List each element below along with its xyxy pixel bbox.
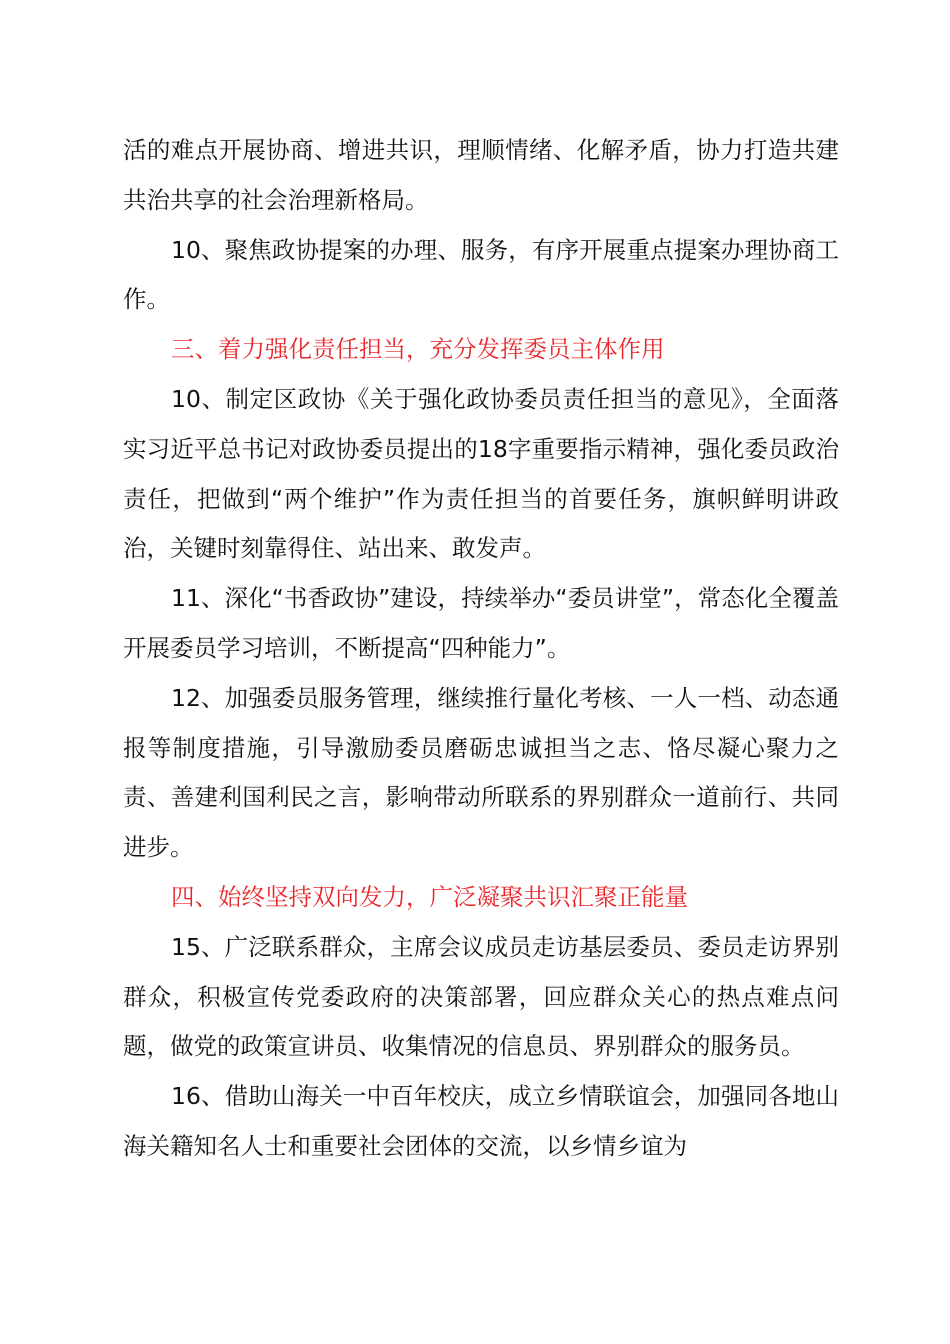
- paragraph-item-12: 12、加强委员服务管理，继续推行量化考核、一人一档、动态通报等制度措施，引导激励委员磨砺忠诚担当之志、恪尽凝心聚力之责、善建利国利民之言，影响带动所联系的界别群众一道前行、共同进步。: [123, 683, 839, 862]
- paragraph-item-10-responsibility: 10、制定区政协《关于强化政协委员责任担当的意见》，全面落实习近平总书记对政协委员提出的18字重要指示精神，强化委员政治责任，把做到“两个维护”作为责任担当的首要任务，旗帜鲜明讲政治，关键时刻靠得住、站出来、敢发声。: [123, 384, 839, 563]
- paragraph-item-16: 16、借助山海关一中百年校庆，成立乡情联谊会，加强同各地山海关籍知名人士和重要社会团体的交流，以乡情乡谊为: [123, 1082, 839, 1160]
- paragraph-continuation: 活的难点开展协商、增进共识，理顺情绪、化解矛盾，协力打造共建共治共享的社会治理新格局。: [123, 136, 839, 214]
- paragraph-item-15: 15、广泛联系群众，主席会议成员走访基层委员、委员走访界别群众，积极宣传党委政府的决策部署，回应群众关心的热点难点问题，做党的政策宣讲员、收集情况的信息员、界别群众的服务员。: [123, 932, 839, 1061]
- section-heading-3: 三、着力强化责任担当，充分发挥委员主体作用: [171, 335, 665, 364]
- section-heading-4: 四、始终坚持双向发力，广泛凝聚共识汇聚正能量: [171, 882, 688, 911]
- paragraph-item-11: 11、深化“书香政协”建设，持续举办“委员讲堂”，常态化全覆盖开展委员学习培训，不断提高“四种能力”。: [123, 584, 839, 662]
- document-body: [123, 126, 839, 1172]
- paragraph-item-10-proposals: 10、聚焦政协提案的办理、服务，有序开展重点提案办理协商工作。: [123, 235, 839, 314]
